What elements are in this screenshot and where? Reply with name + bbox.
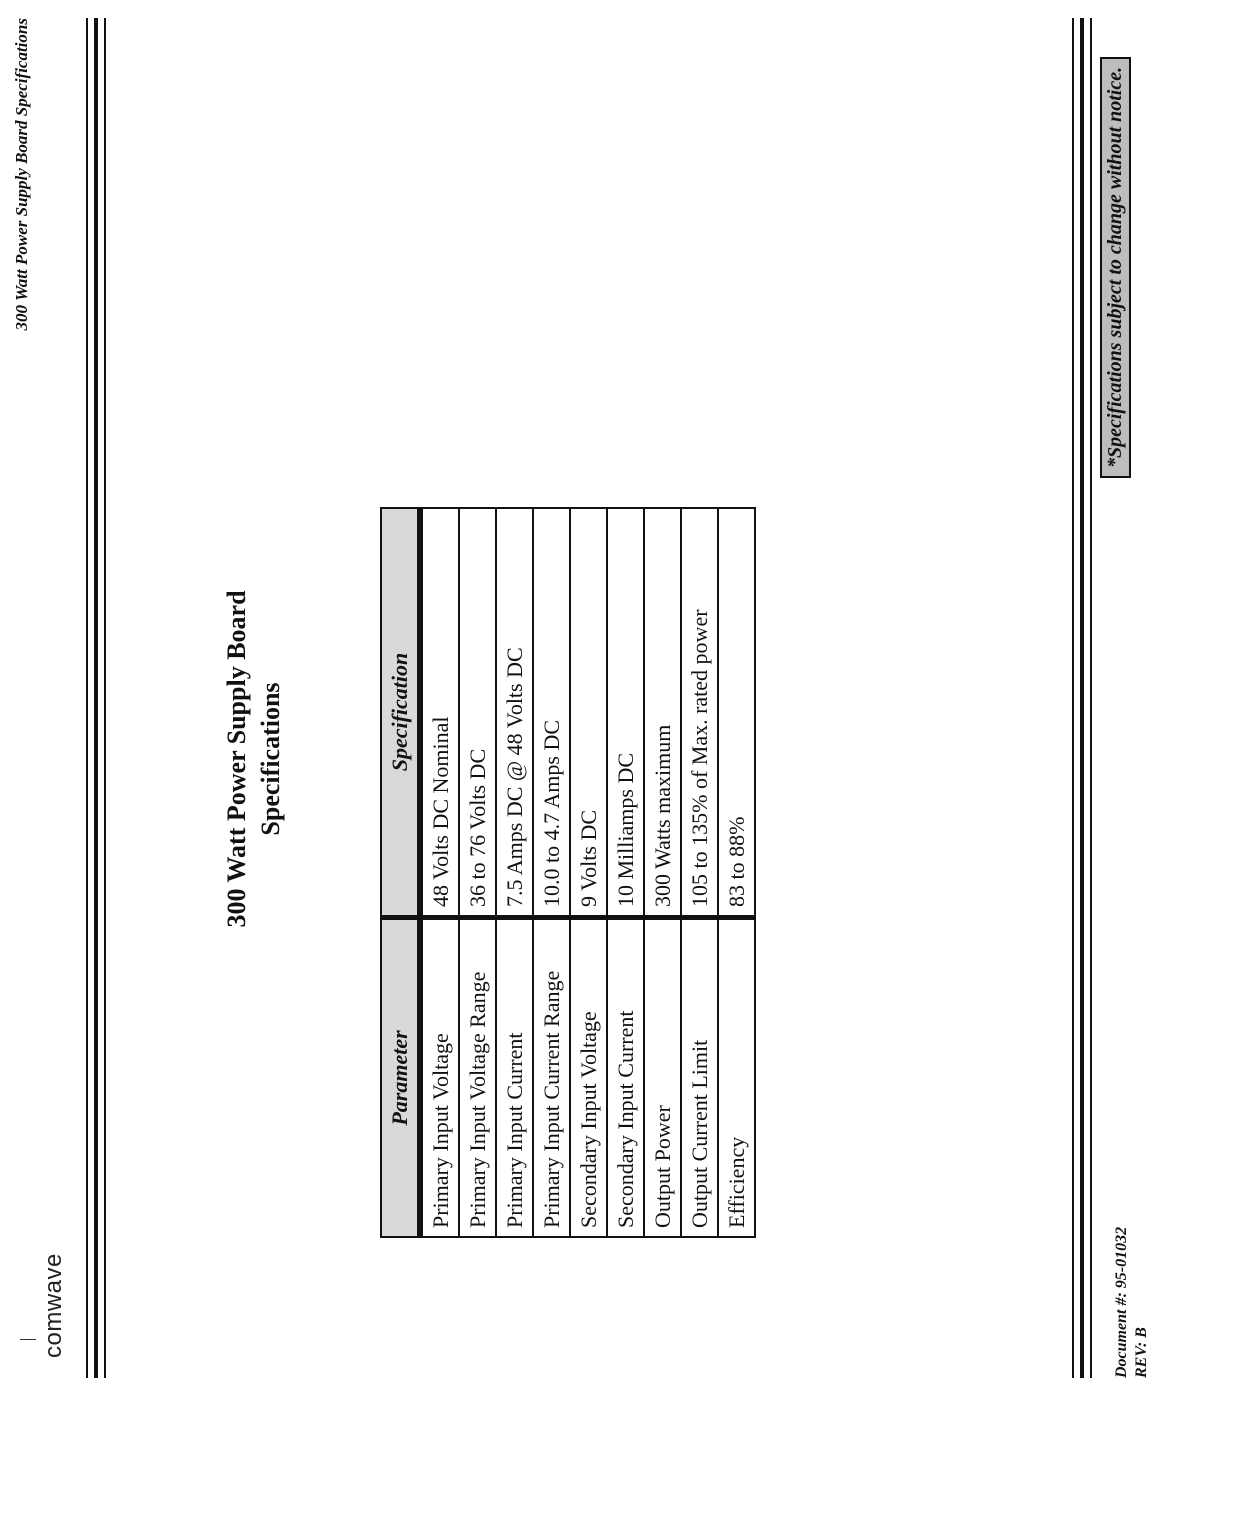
table-row [718,508,755,1237]
brand-name: comwave [40,1253,67,1358]
specification-cell: 10.0 to 4.7 Amps DC [533,508,570,918]
specification-cell: 105 to 135% of Max. rated power [681,508,718,918]
table-header-row [381,508,420,1237]
table-row [681,508,718,1237]
parameter-cell: Output Power [644,918,681,1238]
header-rule-thin [86,18,88,1378]
specification-cell: 9 Volts DC [570,508,607,918]
table-row [459,508,496,1237]
parameter-cell: Primary Input Current [496,918,533,1238]
parameter-cell: Secondary Input Voltage [570,918,607,1238]
specification-cell: 83 to 88% [718,508,755,918]
running-header-title: 300 Watt Power Supply Board Specifications [12,18,31,331]
table-row [496,508,533,1237]
header-rule-thin-2 [104,18,106,1378]
document-info [1112,1227,1152,1378]
table-row [420,508,459,1237]
specification-table [380,507,756,1238]
specification-cell: 7.5 Amps DC @ 48 Volts DC [496,508,533,918]
specification-cell: 48 Volts DC Nominal [420,508,459,918]
footer-rule-thin [1072,18,1074,1378]
parameter-cell: Primary Input Current Range [533,918,570,1238]
table-row [644,508,681,1237]
document-title [220,0,288,1518]
footer-rule-thick [1080,18,1084,1378]
parameter-cell: Efficiency [718,918,755,1238]
column-header-parameter: Parameter [381,918,420,1238]
footer-rule-thin-2 [1090,18,1092,1378]
column-header-specification: Specification [381,508,420,918]
revision: REV: B [1133,1327,1150,1378]
parameter-cell: Primary Input Voltage Range [459,918,496,1238]
change-notice: *Specifications subject to change without notice. [1100,57,1131,478]
table-row [533,508,570,1237]
table-row [570,508,607,1237]
company-logo [40,1253,68,1358]
document-title-line1: 300 Watt Power Supply Board [222,590,251,928]
parameter-cell: Primary Input Voltage [420,918,459,1238]
specification-cell: 300 Watts maximum [644,508,681,918]
parameter-cell: Secondary Input Current [607,918,644,1238]
header-rule-thick [94,18,98,1378]
parameter-cell: Output Current Limit [681,918,718,1238]
table-row [607,508,644,1237]
document-number: Document #: 95-01032 [1113,1226,1130,1378]
specification-cell: 10 Milliamps DC [607,508,644,918]
document-title-line2: Specifications [256,682,285,836]
specification-cell: 36 to 76 Volts DC [459,508,496,918]
